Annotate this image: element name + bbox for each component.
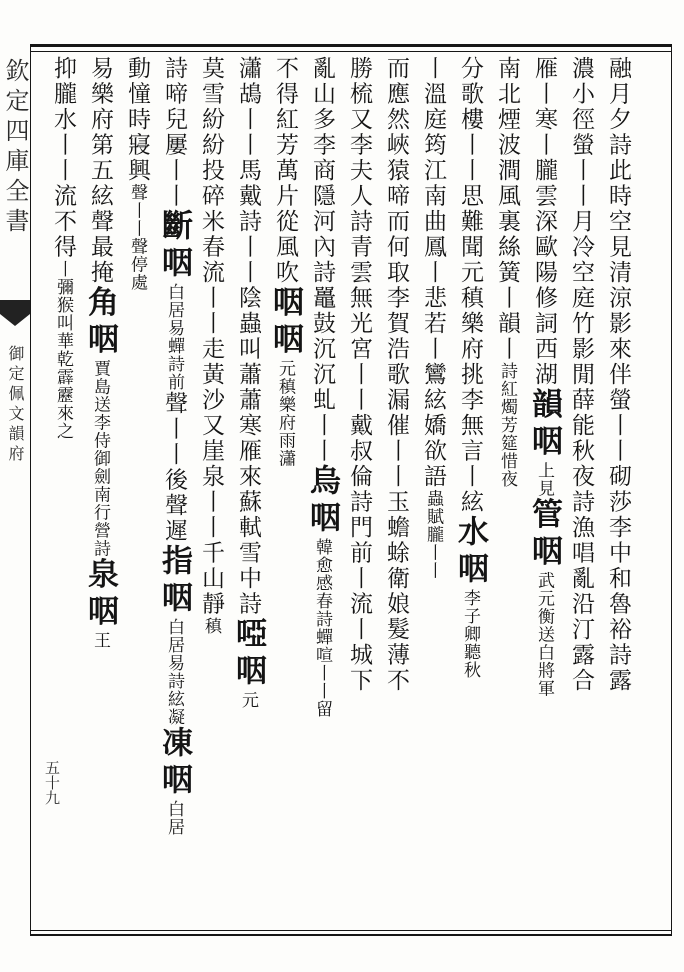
- annotation-text: 丨彌猴叫華乾霹靂來: [53, 260, 73, 422]
- body-text-run: 莫雪紛紛投碎米春流丨丨走黃沙又崖泉丨丨千山靜: [198, 56, 224, 617]
- body-text-run: 亂山多李商隱河內詩鼉鼓沉沉虬丨丨: [309, 56, 335, 464]
- annotation-text: 蟲賦朧丨丨: [423, 489, 443, 580]
- body-text-run: 雁丨寒丨朧雲深歐陽修詞西湖: [531, 56, 557, 388]
- body-text-run: 融月夕詩此時空見清涼影來伴螢丨丨砌莎李中和魯裕詩露: [605, 56, 631, 694]
- fish-tail-mark-icon: [0, 300, 30, 340]
- annotation-text: 元稹樂府雨瀟: [275, 359, 295, 468]
- body-text-run: 南北煙波澗風裏絲簧丨韻丨: [494, 56, 520, 362]
- text-column: [44, 56, 81, 928]
- annotation-text: 白居: [164, 800, 184, 836]
- rhyme-heading: 角咽: [82, 285, 118, 360]
- rhyme-heading: 斷咽: [156, 209, 192, 283]
- annotation-text: 王: [90, 631, 110, 650]
- right-border: [671, 44, 672, 936]
- annotation-text: 詩紅燭芳筵惜夜: [497, 362, 517, 488]
- annotation-text: 之: [53, 422, 73, 440]
- annotation-text: 韓愈感春詩蟬喧丨丨留: [312, 538, 332, 718]
- rhyme-heading: 泉咽: [82, 557, 118, 632]
- rhyme-heading: 水咽: [452, 515, 488, 589]
- annotation-text: 稹: [201, 617, 221, 635]
- margin-section-title: 御定佩文韻府: [6, 345, 25, 465]
- annotation-text: 上見: [534, 461, 554, 498]
- body-text-run: 而應然峽猿啼而何取李賀浩歌漏催丨丨玉蟾蜍衛娘髮薄不: [383, 56, 409, 694]
- text-column: [81, 56, 118, 928]
- text-column: [340, 56, 377, 928]
- margin-book-title: 欽定四庫全書: [1, 58, 29, 238]
- body-text-run: 詩啼兒屢丨丨: [161, 56, 187, 209]
- text-column: [229, 56, 266, 928]
- body-text-run: 不得紅芳萬片從風吹: [272, 56, 298, 286]
- annotation-text: 武元衡送白將軍: [534, 571, 554, 698]
- text-column: [525, 56, 562, 928]
- text-column: [118, 56, 155, 928]
- text-column: [488, 56, 525, 928]
- text-column: [303, 56, 340, 928]
- top-border-inner: [30, 51, 672, 52]
- body-text-run: 分歌樓丨丨思難聞元稹樂府挑李無言丨絃: [457, 56, 483, 515]
- body-text-run: 勝梳又李夫人詩青雲無光宮丨丨戴叔倫詩門前丨流丨城下: [346, 56, 372, 694]
- annotation-text: 元: [238, 691, 258, 709]
- rhyme-heading: 凍咽: [156, 726, 192, 800]
- text-column: [377, 56, 414, 928]
- bottom-border-inner: [30, 930, 672, 931]
- text-column: [155, 56, 192, 928]
- annotation-text: 賈島送李侍御劍南行營詩: [90, 359, 110, 558]
- rhyme-heading: 啞咽: [230, 617, 266, 691]
- body-text-run: 丨溫庭筠江南曲鳳丨悲若丨鸞絃嬌欲語: [420, 56, 446, 490]
- rhyme-heading: 韻咽: [526, 387, 562, 462]
- body-text-run: 易樂府第五絃聲最掩: [87, 56, 113, 286]
- text-column: [192, 56, 229, 928]
- text-column: [599, 56, 636, 928]
- bottom-border: [30, 934, 672, 936]
- body-text-run: 濃小徑螢丨丨月冷空庭竹影閒薛能秋夜詩漁唱亂沿汀露合: [568, 56, 594, 694]
- annotation-text: 白居易詩絃凝: [164, 618, 184, 726]
- rhyme-heading: 管咽: [526, 497, 562, 572]
- rhyme-heading: 烏咽: [304, 464, 340, 538]
- annotation-text: 聲丨丨聲停處: [127, 183, 147, 292]
- body-text-run: 瀟鴣丨丨馬戴詩丨丨陰蟲叫蕭蕭寒雁來蘇軾雪中詩: [235, 56, 261, 617]
- text-column: [414, 56, 451, 928]
- page-number: 五十九: [43, 760, 61, 805]
- body-text-run: 抑朧水丨丨流不得: [50, 56, 76, 260]
- text-column: [451, 56, 488, 928]
- text-column: [562, 56, 599, 928]
- annotation-text: 李子卿聽秋: [460, 589, 480, 679]
- annotation-text: 白居易蟬詩前: [164, 283, 184, 391]
- top-border: [30, 44, 672, 47]
- body-text-run: 聲丨丨後聲遲: [161, 391, 187, 544]
- text-column: [266, 56, 303, 928]
- left-border: [30, 44, 31, 936]
- rhyme-heading: 咽咽: [267, 285, 303, 360]
- rhyme-heading: 指咽: [156, 544, 192, 618]
- body-text-run: 動憧時寢興: [124, 56, 150, 184]
